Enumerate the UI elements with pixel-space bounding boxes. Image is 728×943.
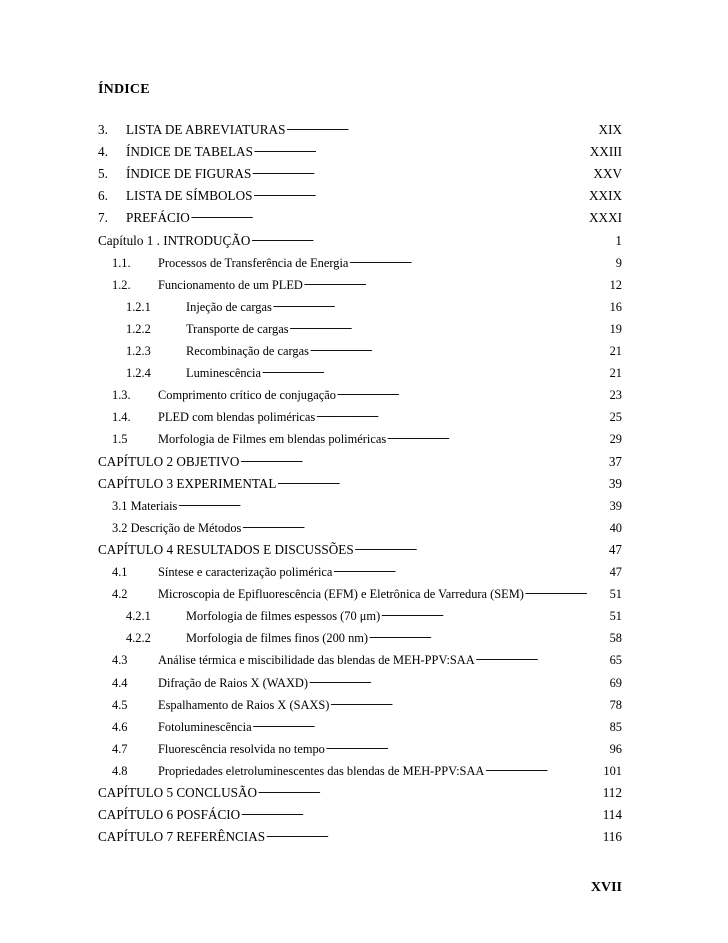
dot-leader — [252, 166, 592, 178]
toc-entry-title: Propriedades eletroluminescentes das blendas de MEH-PPV:SAA — [158, 763, 485, 778]
toc-entry-title: Processos de Transferência de Energia — [158, 255, 349, 270]
toc-entry-title: Capítulo 1 . INTRODUÇÃO — [98, 232, 251, 248]
toc-entry-page: 21 — [609, 366, 622, 381]
toc-entry[interactable] — [112, 718, 622, 736]
toc-entry-title: Luminescência — [186, 366, 261, 381]
toc-entry-title: LISTA DE ABREVIATURAS — [126, 122, 286, 137]
toc-entry-title: CAPÍTULO 5 CONCLUSÃO — [98, 785, 257, 800]
dot-leader — [258, 785, 602, 797]
toc-entry[interactable] — [112, 762, 622, 780]
toc-entry-title: CAPÍTULO 2 OBJETIVO — [98, 453, 240, 469]
dot-leader — [387, 431, 608, 443]
toc-entry-title: CAPÍTULO 4 RESULTADOS E DISCUSSÕES — [98, 541, 354, 557]
toc-entry-number: 4.8 — [112, 763, 128, 778]
toc-entry-page: 78 — [609, 697, 622, 712]
toc-entry[interactable] — [126, 298, 622, 316]
toc-entry[interactable] — [98, 828, 622, 846]
toc-entry[interactable] — [98, 806, 622, 824]
toc-entry-page: 112 — [602, 785, 622, 800]
toc-entry-page: 47 — [609, 565, 622, 579]
dot-leader — [309, 675, 609, 687]
toc-entry-page: 47 — [608, 541, 622, 557]
toc-entry[interactable] — [98, 187, 622, 205]
toc-entry[interactable] — [126, 342, 622, 360]
dot-leader — [253, 188, 588, 200]
dot-leader — [326, 741, 609, 753]
toc-entry-number: 4.4 — [112, 675, 128, 690]
toc-entry-number: 1.2.3 — [126, 344, 151, 358]
toc-entry-number: 3. — [98, 122, 108, 137]
toc-entry[interactable] — [112, 497, 622, 515]
toc-entry-title: Funcionamento de um PLED — [158, 277, 303, 292]
dot-leader — [485, 763, 602, 775]
toc-entry-page: 39 — [609, 498, 622, 513]
toc-entry[interactable] — [112, 276, 622, 294]
toc-entry-number: 4.7 — [112, 741, 128, 756]
toc-entry-page: 40 — [609, 520, 622, 535]
dot-leader — [310, 343, 609, 355]
toc-entry-page: 16 — [609, 299, 622, 314]
toc-entry[interactable] — [98, 165, 622, 183]
toc-entry[interactable] — [112, 386, 622, 404]
toc-entry[interactable] — [112, 585, 622, 603]
toc-entry[interactable] — [126, 629, 622, 647]
dot-leader — [273, 299, 609, 311]
dot-leader — [240, 454, 607, 466]
toc-entry[interactable] — [112, 519, 622, 537]
toc-entry-number: 4. — [98, 144, 108, 160]
toc-entry-number: 1.2. — [112, 277, 131, 292]
toc-entry-title: Análise térmica e miscibilidade das blendas de MEH-PPV:SAA — [158, 653, 475, 668]
toc-entry[interactable] — [112, 651, 622, 669]
toc-entry-number: 1.2.4 — [126, 366, 151, 381]
toc-entry[interactable] — [98, 121, 622, 139]
toc-entry-number: 4.2.2 — [126, 631, 151, 646]
toc-entry-number: 5. — [98, 166, 108, 182]
toc-entry-title: Microscopia de Epifluorescência (EFM) e Eletrônica de Varredura (SEM) — [158, 587, 524, 602]
toc-entry[interactable] — [112, 740, 622, 758]
dot-leader — [286, 122, 597, 134]
dot-leader — [290, 321, 609, 333]
toc-entry[interactable] — [126, 607, 622, 625]
toc-entry[interactable] — [112, 674, 622, 692]
toc-entry-number: 1.2.2 — [126, 321, 151, 336]
toc-entry-title: PLED com blendas poliméricas — [158, 410, 316, 425]
toc-entry-page: XXIII — [589, 144, 622, 160]
toc-entry[interactable] — [112, 408, 622, 426]
page-number: XVII — [590, 880, 622, 895]
toc-entry-title: 3.2 Descrição de Métodos — [112, 520, 242, 535]
toc-entry-title: LISTA DE SÍMBOLOS — [126, 188, 253, 204]
toc-entry-title: Transporte de cargas — [186, 321, 289, 336]
dot-leader — [381, 608, 608, 620]
toc-entry-title: ÍNDICE DE FIGURAS — [126, 166, 252, 182]
index-heading: ÍNDICE — [98, 82, 150, 97]
toc-entry-page: 65 — [609, 653, 622, 668]
toc-entry-title: Injeção de cargas — [186, 299, 272, 314]
dot-leader — [349, 255, 614, 267]
toc-entry-page: 12 — [609, 277, 622, 292]
dot-leader — [525, 586, 609, 598]
toc-entry-title: Recombinação de cargas — [186, 344, 309, 358]
dot-leader — [369, 630, 609, 642]
toc-entry-page: 37 — [608, 453, 622, 469]
toc-entry-title: Morfologia de filmes finos (200 nm) — [186, 631, 369, 646]
toc-entry-title: Morfologia de Filmes em blendas poliméricas — [158, 432, 387, 447]
toc-entry[interactable] — [98, 143, 622, 161]
toc-entry-page: 116 — [602, 829, 622, 845]
toc-entry-number: 1.5 — [112, 432, 128, 447]
toc-entry-number: 4.1 — [112, 565, 128, 579]
toc-entry-page: 58 — [609, 631, 622, 646]
dot-leader — [191, 210, 588, 222]
toc-entry-page: XXV — [593, 166, 622, 182]
toc-entry-title: Síntese e caracterização polimérica — [158, 565, 333, 579]
toc-entry[interactable] — [112, 563, 622, 581]
toc-entry-page: 101 — [603, 763, 622, 778]
toc-entry[interactable] — [98, 475, 622, 493]
dot-leader — [355, 542, 608, 554]
toc-entry-title: 3.1 Materiais — [112, 498, 178, 513]
dot-leader — [330, 697, 608, 709]
toc-entry-number: 4.2 — [112, 587, 128, 602]
toc-entry-page: 25 — [609, 410, 622, 425]
toc-entry-page: 85 — [609, 719, 622, 734]
toc-entry-number: 1.4. — [112, 410, 131, 425]
toc-entry-title: Fluorescência resolvida no tempo — [158, 741, 325, 756]
dot-leader — [266, 829, 602, 841]
toc-entry-page: 114 — [602, 807, 622, 823]
dot-leader — [277, 476, 607, 488]
toc-entry-title: Espalhamento de Raios X (SAXS) — [158, 697, 330, 712]
toc-entry-number: 4.5 — [112, 697, 128, 712]
toc-entry-page: 29 — [609, 432, 622, 447]
toc-entry[interactable] — [112, 254, 622, 272]
toc-entry-page: XXIX — [589, 188, 622, 204]
dot-leader — [178, 498, 608, 510]
toc-entry-page: 19 — [609, 321, 622, 336]
toc-entry-title: Comprimento crítico de conjugação — [158, 388, 336, 403]
toc-entry[interactable] — [98, 784, 622, 802]
toc-entry-title: CAPÍTULO 3 EXPERIMENTAL — [98, 475, 277, 491]
toc-entry-page: XIX — [598, 122, 622, 137]
dot-leader — [333, 564, 608, 576]
toc-entry-number: 1.3. — [112, 388, 131, 403]
toc-entry-title: PREFÁCIO — [126, 210, 190, 226]
dot-leader — [304, 277, 609, 289]
dot-leader — [316, 409, 608, 421]
dot-leader — [241, 807, 602, 819]
toc-entry-title: CAPÍTULO 6 POSFÁCIO — [98, 807, 241, 823]
dot-leader — [251, 233, 614, 245]
toc-entry-number: 4.3 — [112, 653, 128, 668]
dot-leader — [254, 144, 589, 156]
toc-entry-page: 1 — [615, 232, 622, 248]
toc-entry-number: 1.1. — [112, 255, 131, 270]
toc-entry-page: 51 — [609, 587, 622, 602]
toc-entry-number: 6. — [98, 188, 108, 204]
toc-entry-number: 1.2.1 — [126, 299, 151, 314]
dot-leader — [253, 719, 609, 731]
toc-entry-page: 9 — [615, 255, 622, 270]
dot-leader — [476, 652, 609, 664]
toc-entry[interactable] — [126, 364, 622, 382]
toc-entry[interactable] — [98, 541, 622, 559]
toc-entry-page: 39 — [608, 475, 622, 491]
toc-entry-page: 51 — [609, 609, 622, 624]
dot-leader — [337, 387, 609, 399]
dot-leader — [262, 365, 609, 377]
dot-leader — [242, 520, 608, 532]
toc-entry[interactable] — [126, 320, 622, 338]
toc-entry-title: CAPÍTULO 7 REFERÊNCIAS — [98, 829, 266, 845]
toc-entry-title: ÍNDICE DE TABELAS — [126, 144, 253, 160]
toc-entry-page: 96 — [609, 741, 622, 756]
toc-entry-page: XXXI — [589, 210, 622, 226]
toc-entry-title: Morfologia de filmes espessos (70 μm) — [186, 609, 381, 624]
toc-entry[interactable] — [112, 696, 622, 714]
toc-entry-page: 21 — [609, 344, 622, 358]
toc-entry[interactable] — [98, 453, 622, 471]
toc-entry-number: 4.6 — [112, 719, 128, 734]
toc-entry-page: 69 — [609, 675, 622, 690]
toc-entry[interactable] — [98, 209, 622, 227]
toc-entry-page: 23 — [609, 388, 622, 403]
toc-entry-title: Difração de Raios X (WAXD) — [158, 675, 309, 690]
toc-entry-title: Fotoluminescência — [158, 719, 252, 734]
toc-entry[interactable] — [98, 232, 622, 250]
toc-entry[interactable] — [112, 430, 622, 448]
toc-entry-number: 7. — [98, 210, 108, 226]
toc-entry-number: 4.2.1 — [126, 609, 151, 624]
